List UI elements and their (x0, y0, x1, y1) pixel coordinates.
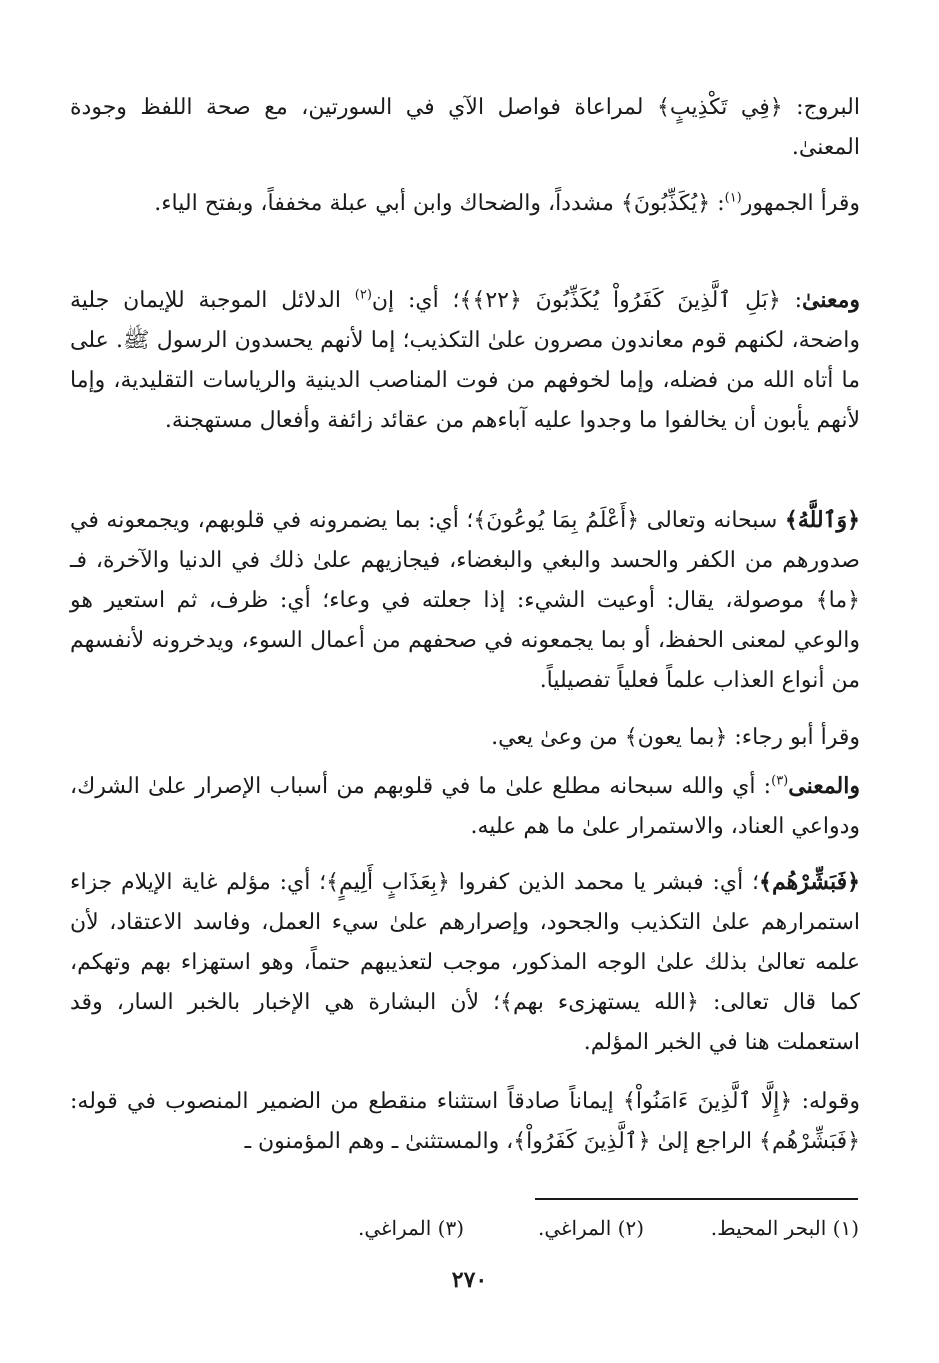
footnote-2-number: (٢) (617, 1216, 644, 1240)
footnote-ref-1: (١) (724, 190, 742, 206)
page-number: ٢٧٠ (451, 1267, 488, 1293)
footnote-2 (464, 1213, 644, 1243)
paragraph-6-text: : أي والله سبحانه مطلع علىٰ ما في قلوبهم من أسباب الإصرار علىٰ الشرك، ودواعي العناد، والاستمرار علىٰ ما هم عليه. (70, 774, 860, 839)
paragraph-5 (70, 718, 860, 758)
paragraph-2-text: : ﴿يُكَذِّبُونَ﴾ مشدداً، والضحاك وابن أبي عبلة مخففاً، وبفتح الياء. (154, 191, 725, 216)
paragraph-7-lead: ﴿فَبَشِّرْهُم﴾ (759, 869, 860, 895)
paragraph-6-lead: والمعنى (788, 773, 860, 799)
paragraph-6 (70, 766, 860, 847)
footnote-3-text: المراغي. (357, 1216, 432, 1240)
paragraph-7-text: ؛ أي: فبشر يا محمد الذين كفروا ﴿بِعَذَابٍ أَلِيمٍ﴾؛ أي: مؤلم غاية الإيلام جزاء استمرارهم علىٰ التكذيب والجحود، وإصرارهم علىٰ سيء العمل، وفاسد الاعتقاد، لأن علمه تعالىٰ بذلك علىٰ الوجه المذكور، موجب لتعذيبهم حتماً، وهو استهزاء بهم وتهكم، كما قال تعالى: ﴿الله يستهزىء بهم﴾؛ لأن البشارة هي الإخبار بالخبر السار، وقد استعملت هنا في الخبر المؤلم. (70, 870, 860, 1055)
paragraph-4-text: سبحانه وتعالى ﴿أَعْلَمُ بِمَا يُوعُونَ﴾؛ أي: بما يضمرونه في قلوبهم، ويجمعونه في صدورهم من الكفر والحسد والبغي والبغضاء، فيجازيهم علىٰ ذلك في الدنيا والآخرة، فـ ﴿ما﴾ موصولة، يقال: أوعيت الشيء: إذا جعلته في وعاء؛ أي: ظرف، ثم استعير هو والوعي لمعنى الحفظ، أو بما يجمعونه في صحفهم من أعمال السوء، ويدخرونه لأنفسهم من أنواع العذاب علماً فعلياً تفصيلياً. (70, 508, 860, 693)
paragraph-3-lead: ومعنىٰ (802, 287, 860, 313)
paragraph-4 (70, 500, 860, 701)
paragraph-7 (70, 862, 860, 1063)
paragraph-3 (70, 280, 860, 441)
paragraph-3-text: : ﴿بَلِ ٱلَّذِينَ كَفَرُواْ يُكَذِّبُونَ ﴿٢٢﴾﴾؛ أي: إن (371, 288, 802, 313)
footnote-divider (535, 1198, 858, 1200)
paragraph-5-text: وقرأ أبو رجاء: ﴿بما يعون﴾ من وعىٰ يعي. (491, 725, 860, 750)
footnote-2-text: المراغي. (537, 1216, 612, 1240)
paragraph-3-text-after: الدلائل الموجبة للإيمان جلية واضحة، لكنهم قوم معاندون مصرون علىٰ التكذيب؛ إما لأنهم يحسدون الرسول ﷺ. على ما أتاه الله من فضله، وإما لخوفهم من فوت المناصب الدينية والرياسات التقليدية، وإما لأنهم يأبون أن يخالفوا ما وجدوا عليه آباءهم من عقائد زائفة وأفعال مستهجنة. (70, 288, 860, 433)
paragraph-8 (70, 1082, 860, 1162)
paragraph-4-lead: ﴿وَٱللَّهُ﴾ (784, 507, 860, 533)
footnote-1-number: (١) (832, 1216, 859, 1240)
footnotes (179, 1213, 859, 1243)
footnote-ref-2: (٢) (354, 287, 372, 303)
paragraph-8-text: وقوله: ﴿إِلَّا ٱلَّذِينَ ءَامَنُواْ﴾ إيماناً صادقاً استثناء منقطع من الضمير المنصوب في قوله: ﴿فَبَشِّرْهُم﴾ الراجع إلىٰ ﴿ٱلَّذِينَ كَفَرُواْ﴾، والمستثنىٰ ـ وهم المؤمنون ـ (70, 1089, 860, 1154)
paragraph-2 (70, 184, 860, 224)
footnote-3-number: (٣) (437, 1216, 464, 1240)
footnote-1-text: البحر المحيط. (710, 1216, 827, 1240)
footnote-ref-3: (٣) (771, 773, 789, 789)
paragraph-1 (70, 88, 860, 168)
footnote-3 (264, 1213, 464, 1243)
footnote-1 (644, 1213, 859, 1243)
paragraph-2-lead-text: وقرأ الجمهور (741, 191, 860, 216)
paragraph-1-text: البروج: ﴿فِي تَكْذِيبٍ﴾ لمراعاة فواصل الآي في السورتين، مع صحة اللفظ وجودة المعنىٰ. (70, 95, 860, 160)
